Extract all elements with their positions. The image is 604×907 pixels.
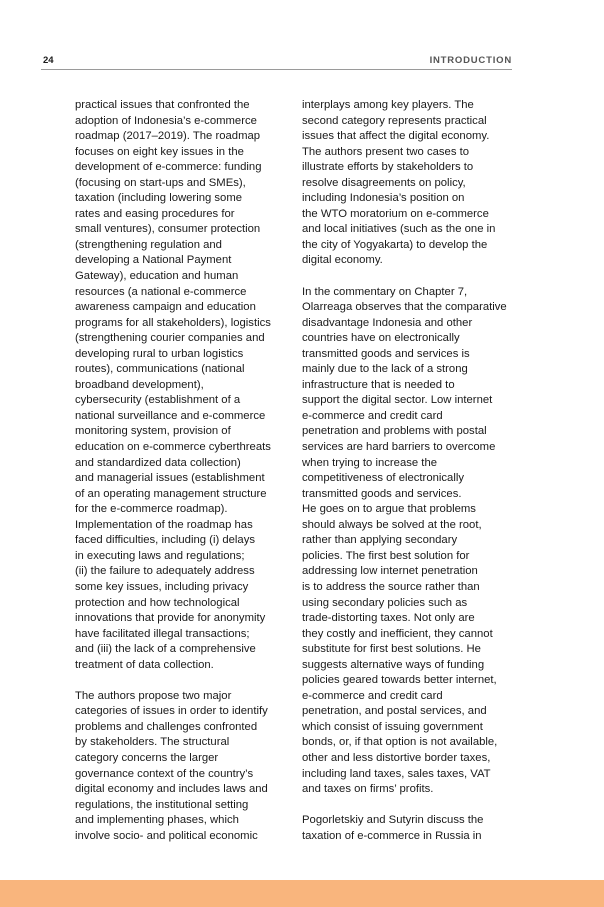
text-line: regulations, the institutional setting [75,798,249,811]
text-line: involve socio- and political economic [75,829,258,842]
text-line: adoption of Indonesia’s e-commerce [75,114,257,127]
text-line: services are hard barriers to overcome [302,441,496,454]
text-line: rather than applying secondary [302,534,458,547]
text-line: of an operating management structure [75,487,267,500]
text-line: including Indonesia’s position on [302,192,465,205]
text-line: second category represents practical [302,114,487,127]
text-line: focuses on eight key issues in the [75,145,244,158]
text-line: countries have on electronically [302,332,460,345]
text-line: mainly due to the lack of a strong [302,363,468,376]
text-line: awareness campaign and education [75,301,256,314]
text-line: broadband development), [75,378,204,391]
text-line: problems and challenges confronted [75,720,258,733]
text-line: governance context of the country’s [75,767,254,780]
text-line: (ii) the failure to adequately address [75,565,255,578]
text-line: transmitted goods and services. [302,487,462,500]
text-line: penetration, and postal services, and [302,705,487,718]
page-number: 24 [43,55,54,66]
text-line: competitiveness of electronically [302,472,464,485]
text-line: treatment of data collection. [75,658,214,671]
text-line: rates and easing procedures for [75,207,235,220]
text-line: cybersecurity (establishment of a [75,394,241,407]
text-line: Implementation of the roadmap has [75,518,253,531]
text-line: developing a National Payment [75,254,232,267]
text-line: policies geared towards better internet, [302,674,497,687]
text-line: and local initiatives (such as the one in [302,223,496,236]
header-rule [41,69,512,70]
text-line: have facilitated illegal transactions; [75,627,250,640]
text-line: national surveillance and e-commerce [75,409,266,422]
text-line: programs for all stakeholders), logistics [75,316,271,329]
text-line: e-commerce and credit card [302,689,443,702]
text-line: transmitted goods and services is [302,347,470,360]
text-line: infrastructure that is needed to [302,378,455,391]
text-line: substitute for first best solutions. He [302,643,481,656]
text-line: addressing low internet penetration [302,565,478,578]
text-line: and standardized data collection) [75,456,241,469]
text-line: taxation of e-commerce in Russia in [302,829,482,842]
text-line: the WTO moratorium on e-commerce [302,207,489,220]
text-line: category concerns the larger [75,751,219,764]
text-line: and managerial issues (establishment [75,472,265,485]
text-line: education on e-commerce cyberthreats [75,441,271,454]
text-line: penetration and problems with postal [302,425,487,438]
text-line: (focusing on start-ups and SMEs), [75,176,246,189]
text-line: The authors present two cases to [302,145,470,158]
text-line: other and less distortive border taxes, [302,751,491,764]
text-line: some key issues, including privacy [75,580,249,593]
text-line: interplays among key players. The [302,99,474,111]
text-line: roadmap (2017–2019). The roadmap [75,130,261,143]
paragraph-break [302,798,518,814]
text-line: The authors propose two major [75,689,232,702]
text-line: and taxes on firms’ profits. [302,783,434,796]
text-line: small ventures), consumer protection [75,223,261,236]
text-line: using secondary policies such as [302,596,468,609]
text-line: innovations that provide for anonymity [75,612,266,625]
text-line: taxation (including lowering some [75,192,243,205]
text-line: when trying to increase the [302,456,438,469]
text-line: Olarreaga observes that the comparative [302,301,507,314]
text-line: Gateway), education and human [75,270,239,283]
text-line: support the digital sector. Low internet [302,394,493,407]
text-line: which consist of issuing government [302,720,483,733]
text-line: trade-distorting taxes. Not only are [302,612,475,625]
text-line: routes), communications (national [75,363,245,376]
text-line: for the e-commerce roadmap). [75,503,228,516]
text-line: protection and how technological [75,596,240,609]
text-line: digital economy and includes laws and [75,783,268,796]
text-line: digital economy. [302,254,383,267]
paragraph-break [302,269,518,285]
text-line: suggests alternative ways of funding [302,658,485,671]
text-line: (strengthening regulation and [75,238,222,251]
text-line: illustrate efforts by stakeholders to [302,161,474,174]
text-line: policies. The first best solution for [302,549,470,562]
text-line: bonds, or, if that option is not available, [302,736,498,749]
text-line: by stakeholders. The structural [75,736,230,749]
text-line: In the commentary on Chapter 7, [302,285,468,298]
text-line: development of e-commerce: funding [75,161,262,174]
running-head: INTRODUCTION [429,55,512,66]
text-line: including land taxes, sales taxes, VAT [302,767,491,780]
text-line: He goes on to argue that problems [302,503,476,516]
footer-color-band [0,880,604,907]
text-line: resolve disagreements on policy, [302,176,466,189]
paragraph-break [75,673,291,689]
text-line: disadvantage Indonesia and other [302,316,473,329]
text-line: practical issues that confronted the [75,99,250,111]
text-line: Pogorletskiy and Sutyrin discuss the [302,814,484,827]
text-line: monitoring system, provision of [75,425,231,438]
text-line: they costly and inefficient, they cannot [302,627,493,640]
text-line: resources (a national e-commerce [75,285,247,298]
text-line: is to address the source rather than [302,580,480,593]
right-text-column [302,98,518,844]
text-line: and implementing phases, which [75,814,239,827]
text-line: (strengthening courier companies and [75,332,265,345]
text-line: faced difficulties, including (i) delays [75,534,256,547]
left-text-column [75,98,291,844]
text-line: in executing laws and regulations; [75,549,245,562]
text-line: should always be solved at the root, [302,518,482,531]
text-line: developing rural to urban logistics [75,347,244,360]
text-line: and (iii) the lack of a comprehensive [75,643,256,656]
text-line: the city of Yogyakarta) to develop the [302,238,488,251]
text-line: issues that affect the digital economy. [302,130,490,143]
text-line: e-commerce and credit card [302,409,443,422]
text-line: categories of issues in order to identify [75,705,268,718]
